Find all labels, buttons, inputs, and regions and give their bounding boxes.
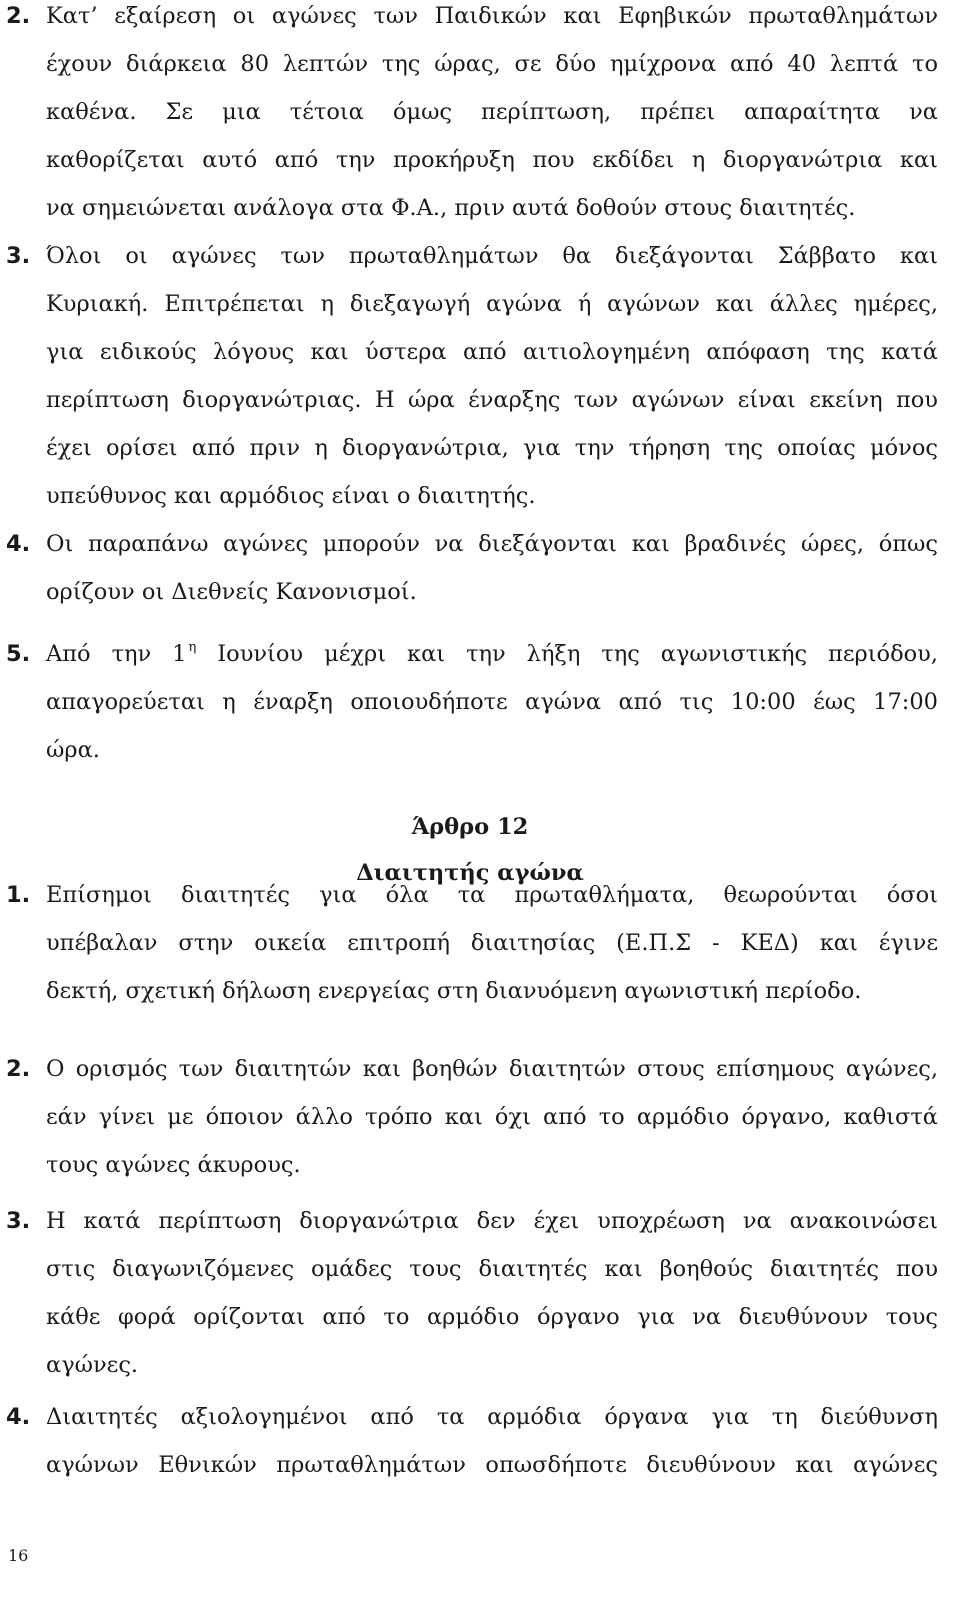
- paragraph-12-3: [6, 1197, 938, 1389]
- paragraph-line: 4. Οι παραπάνω αγώνες μπορούν να διεξάγονται και βραδινές ώρες, όπως: [6, 520, 938, 568]
- paragraph-line: να σημειώνεται ανάλογα στα Φ.Α., πριν αυτά δοθούν στους διαιτητές.: [46, 195, 856, 221]
- page-number: 16: [8, 1546, 29, 1565]
- paragraph-line: 1. Επίσημοι διαιτητές για όλα τα πρωταθλήματα, θεωρούνται όσοι: [6, 871, 938, 919]
- paragraph-number: 4.: [6, 1404, 31, 1430]
- paragraph-number: 3.: [6, 1208, 31, 1234]
- paragraph-line: έχει ορίσει από πριν η διοργανώτρια, για την τήρηση της οποίας μόνος: [46, 435, 938, 461]
- paragraph-line: 3. Όλοι οι αγώνες των πρωταθλημάτων θα διεξάγονται Σάββατο και: [6, 232, 938, 280]
- paragraph-11-3: [6, 232, 938, 520]
- paragraph-line: υπέβαλαν στην οικεία επιτροπή διαιτησίας (Ε.Π.Σ - ΚΕΔ) και έγινε: [46, 930, 938, 956]
- paragraph-line: κάθε φορά ορίζονται από το αρμόδιο όργανο για να διευθύνουν τους: [46, 1304, 938, 1330]
- paragraph-line: περίπτωση διοργανώτριας. Η ώρα έναρξης των αγώνων είναι εκείνη που: [46, 387, 938, 413]
- paragraph-line: ορίζουν οι Διεθνείς Κανονισμοί.: [46, 579, 417, 605]
- paragraph-number: 1.: [6, 882, 31, 908]
- paragraph-line: δεκτή, σχετική δήλωση ενεργείας στη διανυόμενη αγωνιστική περίοδο.: [46, 978, 862, 1004]
- paragraph-11-2: [6, 0, 938, 232]
- paragraph-line: απαγορεύεται η έναρξη οποιουδήποτε αγώνα από τις 10:00 έως 17:00: [46, 689, 938, 715]
- paragraph-line: τους αγώνες άκυρους.: [46, 1152, 301, 1178]
- paragraph-line: έχουν διάρκεια 80 λεπτών της ώρας, σε δύο ημίχρονα από 40 λεπτά το: [46, 51, 938, 77]
- paragraph-11-4: [6, 520, 938, 616]
- paragraph-line: 5. Από την 1 $^\eta$ Ιουνίου μέχρι και την λήξη της αγωνιστικής περιόδου,: [6, 624, 938, 678]
- paragraph-number: 3.: [6, 243, 31, 269]
- paragraph-11-5: [6, 624, 938, 774]
- paragraph-line: 2. Κατ’ εξαίρεση οι αγώνες των Παιδικών και Εφηβικών πρωταθλημάτων: [6, 0, 938, 40]
- paragraph-line: ώρα.: [46, 737, 100, 763]
- paragraph-number: 2.: [6, 3, 31, 29]
- paragraph-line: αγώνες.: [46, 1352, 139, 1378]
- paragraph-line: Κυριακή. Επιτρέπεται η διεξαγωγή αγώνα ή αγώνων και άλλες ημέρες,: [46, 291, 938, 317]
- paragraph-12-4: [6, 1393, 938, 1489]
- article-subtitle: Διαιτητής αγώνα: [356, 860, 584, 886]
- paragraph-line: 4. Διαιτητές αξιολογημένοι από τα αρμόδια όργανα για τη διεύθυνση: [6, 1393, 938, 1441]
- paragraph-number: 4.: [6, 531, 31, 557]
- paragraph-line: για ειδικούς λόγους και ύστερα από αιτιολογημένη απόφαση της κατά: [46, 339, 938, 365]
- paragraph-line: υπεύθυνος και αρμόδιος είναι ο διαιτητής.: [46, 483, 536, 509]
- paragraph-number: 2.: [6, 1056, 31, 1082]
- paragraph-number: 5.: [6, 641, 31, 667]
- paragraph-line: καθένα. Σε μια τέτοια όμως περίπτωση, πρέπει απαραίτητα να: [46, 99, 938, 125]
- paragraph-12-1: [6, 871, 938, 1015]
- paragraph-line: στις διαγωνιζόμενες ομάδες τους διαιτητές και βοηθούς διαιτητές που: [46, 1256, 938, 1282]
- article-title: Άρθρο 12: [411, 814, 529, 840]
- paragraph-line: 3. Η κατά περίπτωση διοργανώτρια δεν έχει υποχρέωση να ανακοινώσει: [6, 1197, 938, 1245]
- paragraph-12-2: [6, 1045, 938, 1189]
- paragraph-line: καθορίζεται αυτό από την προκήρυξη που εκδίδει η διοργανώτρια και: [46, 147, 938, 173]
- paragraph-line: αγώνων Εθνικών πρωταθλημάτων οπωσδήποτε διευθύνουν και αγώνες: [46, 1452, 938, 1478]
- paragraph-line: εάν γίνει με όποιον άλλο τρόπο και όχι από το αρμόδιο όργανο, καθιστά: [46, 1104, 938, 1130]
- superscript: η: [188, 640, 197, 655]
- paragraph-line: 2. Ο ορισμός των διαιτητών και βοηθών διαιτητών στους επίσημους αγώνες,: [6, 1045, 938, 1093]
